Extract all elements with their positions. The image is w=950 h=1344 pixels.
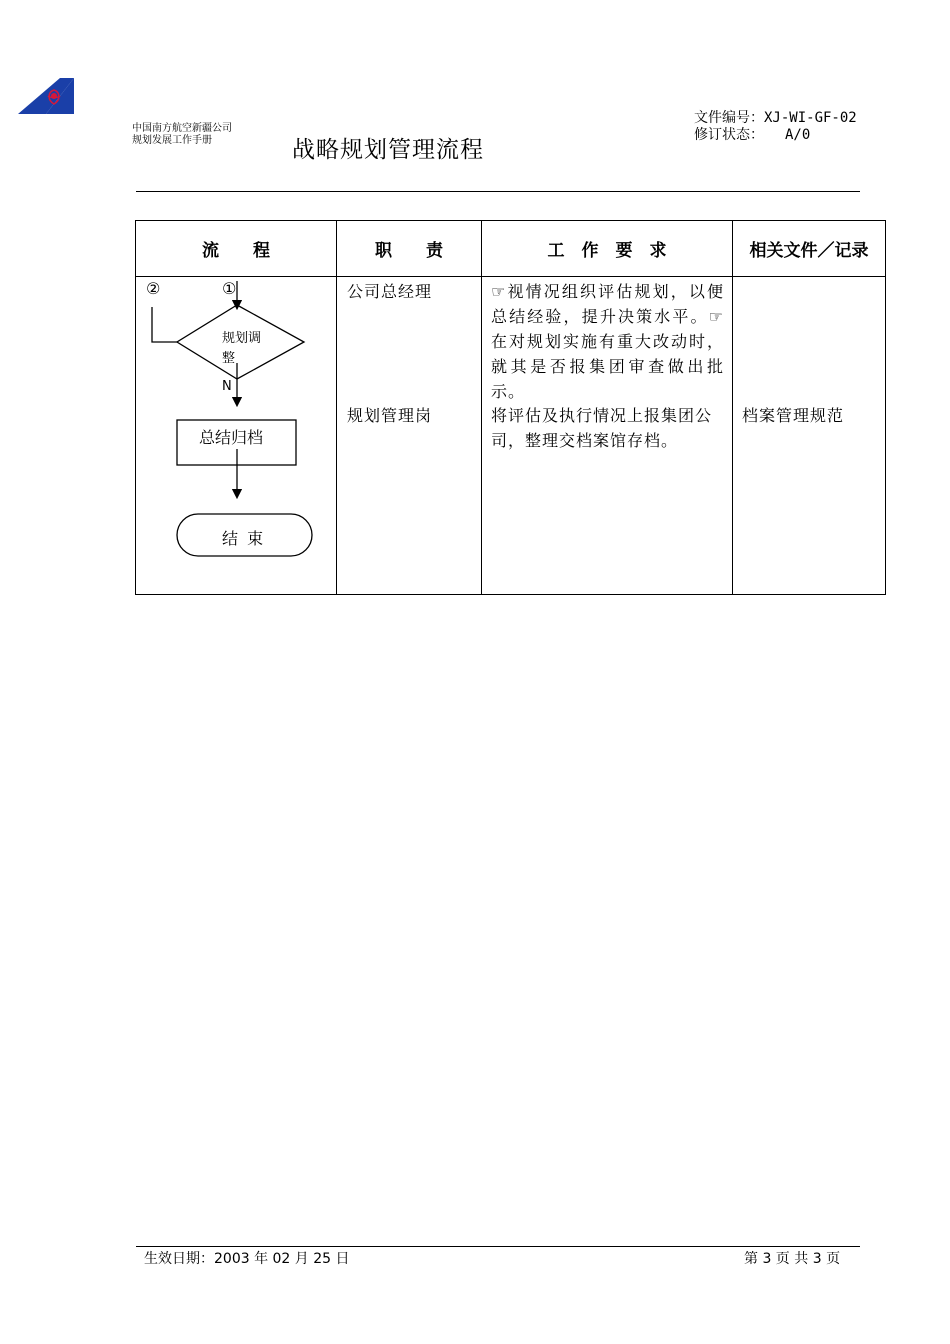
footer-divider [136,1246,860,1247]
table-row [136,277,886,595]
effective-date: 生效日期：2003 年 02 月 25 日 [144,1251,350,1267]
records-content [733,277,885,594]
header-flow: 流 程 [136,221,337,277]
decision-label-line2: 整 [222,351,236,366]
header-divider [136,191,860,192]
loop-line [152,307,177,342]
records-cell [733,277,886,595]
record-archive-spec: 档案管理规范 [742,406,845,425]
header-requirements: 工 作 要 求 [482,221,733,277]
end-label: 结 束 [222,529,266,548]
duty-cell [337,277,482,595]
process-label: 总结归档 [199,428,264,447]
doc-number-label: 文件编号： [694,110,764,126]
connector-marker-1: ① [222,279,237,298]
doc-number-value: XJ-WI-GF-02 [764,110,857,126]
duty-general-manager: 公司总经理 [347,282,433,301]
requirement-1: ☞视情况组织评估规划，以便总结经验，提升决策水平。☞在对规划实施有重大改动时，就其是否报集团审查做出批示。 [491,282,724,401]
company-logo [14,76,76,118]
page-title: 战略规划管理流程 [292,137,484,163]
manual-name: 规划发展工作手册 [132,135,212,146]
duty-planning-post: 规划管理岗 [347,406,433,425]
decision-label-line1: 规划调 [222,331,262,346]
requirements-cell [482,277,733,595]
no-label: N [222,379,232,394]
flowchart [136,277,336,594]
header-records: 相关文件／记录 [733,221,886,277]
revision-label: 修订状态： [694,127,757,143]
table-header-row [136,221,886,277]
flow-cell [136,277,337,595]
process-table [135,220,886,595]
revision-value: A/0 [785,127,811,143]
requirement-2: 将评估及执行情况上报集团公司，整理交档案馆存档。 [491,406,713,450]
requirements-content [482,277,732,594]
connector-marker-2: ② [146,279,161,298]
company-name: 中国南方航空新疆公司 [132,123,232,134]
company-info [132,123,232,147]
duty-content [337,277,481,594]
decision-label [222,329,261,369]
page-info: 第 3 页 共 3 页 [744,1251,841,1267]
header-duty: 职 责 [337,221,482,277]
document-info [694,110,869,144]
